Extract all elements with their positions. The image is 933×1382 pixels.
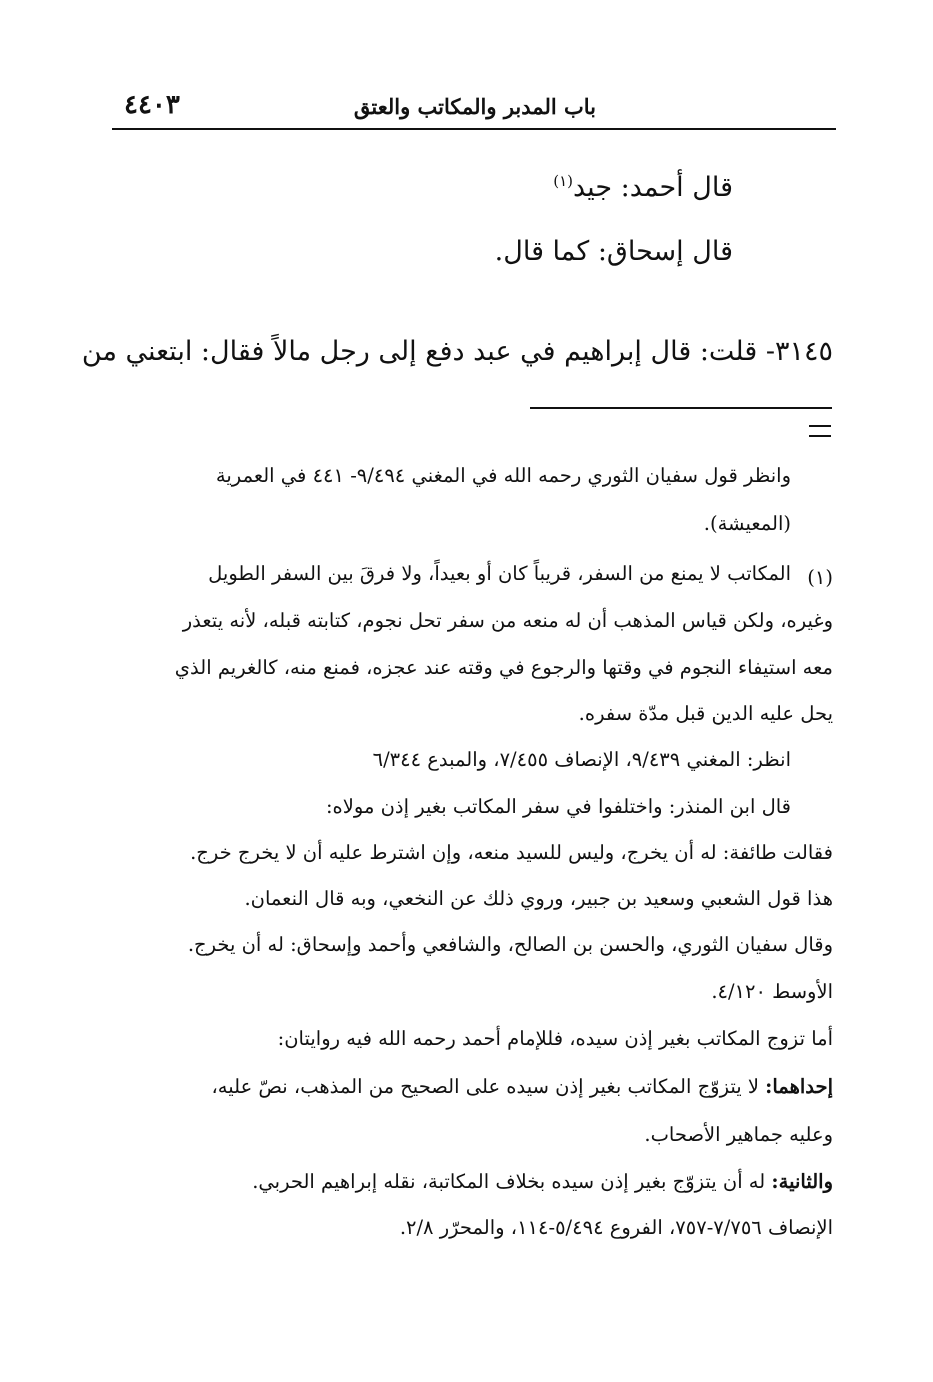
page-header — [112, 86, 836, 130]
chapter-title: باب المدبر والمكاتب والعتق — [353, 94, 596, 119]
footnote-line: قال ابن المنذر: واختلفوا في سفر المكاتب بغير إذن مولاه: — [325, 795, 791, 818]
footnote-line: والثانية: له أن يتزوّج بغير إذن سيده بخلاف المكاتبة، نقله إبراهيم الحربي. — [252, 1170, 833, 1193]
continuation-mark — [809, 425, 831, 437]
footnote-line: وعليه جماهير الأصحاب. — [644, 1123, 833, 1146]
footnote-line: أما تزوج المكاتب بغير إذن سيده، فللإمام أحمد رحمه الله فيه روايتان: — [277, 1027, 833, 1050]
footnote-ref: (١) — [553, 172, 573, 190]
footnote-line: إحداهما: لا يتزوّج المكاتب بغير إذن سيده على الصحيح من المذهب، نصّ عليه، — [211, 1075, 833, 1098]
footnote-line: (المعيشة). — [703, 512, 791, 535]
footnote-line: هذا قول الشعبي وسعيد بن جبير، وروي ذلك عن النخعي، وبه قال النعمان. — [244, 887, 833, 910]
footnote-line: وانظر قول سفيان الثوري رحمه الله في المغني ٩/٤٩٤- ٤٤١ في العمرية — [215, 464, 791, 487]
main-line-1 — [553, 172, 733, 203]
footnote-line: يحل عليه الدين قبل مدّة سفره. — [578, 702, 833, 725]
main-line-1-text: قال أحمد: جيد — [573, 172, 733, 203]
bold-label-second: والثانية: — [771, 1170, 833, 1193]
main-paragraph: ٣١٤٥- قلت: قال إبراهيم في عبد دفع إلى رجل مالاً فقال: ابتعني من — [81, 336, 833, 367]
footnote-line: انظر: المغني ٩/٤٣٩، الإنصاف ٧/٤٥٥، والمبدع ٦/٣٤٤ — [372, 748, 791, 771]
footnote-line: وقال سفيان الثوري، والحسن بن الصالح، والشافعي وأحمد وإسحاق: له أن يخرج. — [187, 933, 833, 956]
footnote-separator — [530, 407, 832, 409]
page-number: ٤٤٠٣ — [124, 90, 180, 120]
footnote-line: المكاتب لا يمنع من السفر، قريباً كان أو بعيداً، ولا فرقَ بين السفر الطويل — [208, 562, 791, 585]
header-rule — [112, 128, 836, 130]
main-line-2: قال إسحاق: كما قال. — [494, 236, 733, 267]
footnote-line: وغيره، ولكن قياس المذهب أن له منعه من سفر تحل نجوم، كتابته قبله، لأنه يتعذر — [182, 609, 833, 632]
footnote-line: الأوسط ٤/١٢٠. — [711, 980, 833, 1003]
footnote-line: فقالت طائفة: له أن يخرج، وليس للسيد منعه، وإن اشترط عليه أن لا يخرج خرج. — [190, 841, 833, 864]
footnote-line: معه استيفاء النجوم في وقتها والرجوع في وقته عند عجزه، فمنع منه، كالغريم الذي — [174, 656, 833, 679]
footnote-number: (١) — [807, 566, 833, 589]
footnote-line: الإنصاف ٧/٧٥٦-٧٥٧، الفروع ٥/٤٩٤-١١٤، والمحرّر ٢/٨. — [399, 1216, 833, 1239]
bold-label-first: إحداهما: — [765, 1075, 833, 1098]
